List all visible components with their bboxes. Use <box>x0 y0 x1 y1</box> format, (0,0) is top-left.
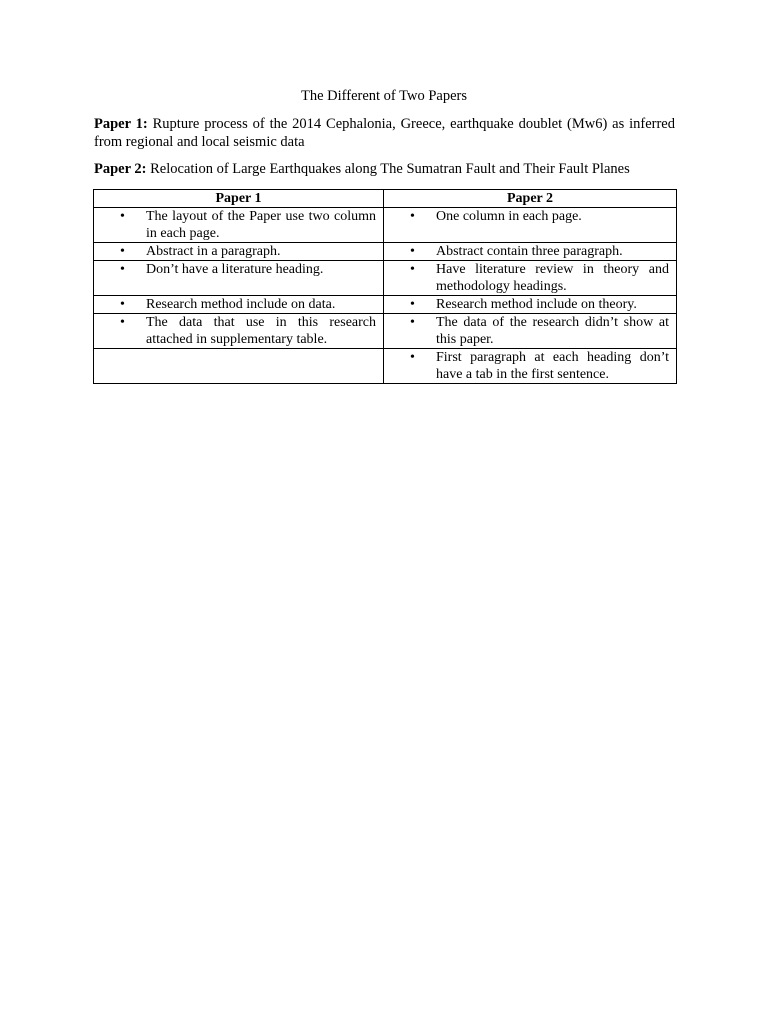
cell-paper-1 <box>94 314 384 349</box>
bullet-icon: • <box>410 350 415 365</box>
bullet-icon: • <box>120 262 125 277</box>
bullet-icon: • <box>410 315 415 330</box>
bullet-icon: • <box>120 209 125 224</box>
paper-1-title: Rupture process of the 2014 Cephalonia, Greece, earthquake doublet (Mw6) as inferred from regional and local seismic data <box>94 116 675 150</box>
paper-2-title: Relocation of Large Earthquakes along The Sumatran Fault and Their Fault Planes <box>150 161 630 177</box>
cell-paper-1 <box>94 208 384 243</box>
item-text: The data that use in this research attached in supplementary table. <box>146 315 376 347</box>
cell-paper-2 <box>384 296 677 314</box>
document-title: The Different of Two Papers <box>301 88 467 104</box>
cell-paper-1 <box>94 243 384 261</box>
cell-paper-1 <box>94 349 384 384</box>
header-paper-1: Paper 1 <box>94 190 384 208</box>
cell-paper-2 <box>384 208 677 243</box>
cell-paper-2 <box>384 243 677 261</box>
comparison-table <box>93 189 677 384</box>
list-item <box>384 296 669 313</box>
bullet-icon: • <box>410 209 415 224</box>
bullet-icon: • <box>410 297 415 312</box>
cell-paper-2 <box>384 314 677 349</box>
item-text: First paragraph at each heading don’t have a tab in the first sentence. <box>436 350 669 382</box>
list-item <box>94 243 376 260</box>
cell-paper-2 <box>384 349 677 384</box>
table-row <box>94 349 677 384</box>
list-item <box>384 314 669 348</box>
table-row <box>94 208 677 243</box>
table-row <box>94 261 677 296</box>
header-paper-2: Paper 2 <box>384 190 677 208</box>
list-item <box>94 261 376 278</box>
list-item <box>94 208 376 242</box>
table-row <box>94 296 677 314</box>
list-item <box>384 349 669 383</box>
paper-1-description <box>94 115 675 151</box>
item-text: Have literature review in theory and methodology headings. <box>436 262 669 294</box>
item-text: Abstract contain three paragraph. <box>436 244 623 259</box>
item-text: Research method include on data. <box>146 297 336 312</box>
list-item <box>384 243 669 260</box>
bullet-icon: • <box>120 297 125 312</box>
table-header-row <box>94 190 677 208</box>
bullet-icon: • <box>120 244 125 259</box>
bullet-icon: • <box>120 315 125 330</box>
bullet-icon: • <box>410 244 415 259</box>
bullet-icon: • <box>410 262 415 277</box>
empty-cell <box>94 349 376 383</box>
item-text: Abstract in a paragraph. <box>146 244 281 259</box>
item-text: Don’t have a literature heading. <box>146 262 324 277</box>
paper-2-description <box>94 160 675 178</box>
list-item <box>384 208 669 225</box>
list-item <box>94 296 376 313</box>
item-text: One column in each page. <box>436 209 582 224</box>
paper-2-label: Paper 2: <box>94 161 147 177</box>
cell-paper-2 <box>384 261 677 296</box>
paper-1-label: Paper 1: <box>94 116 148 132</box>
table-row <box>94 243 677 261</box>
cell-paper-1 <box>94 261 384 296</box>
table-row <box>94 314 677 349</box>
item-text: The data of the research didn’t show at this paper. <box>436 315 669 347</box>
item-text: Research method include on theory. <box>436 297 637 312</box>
cell-paper-1 <box>94 296 384 314</box>
item-text: The layout of the Paper use two column in each page. <box>146 209 376 241</box>
list-item <box>94 314 376 348</box>
list-item <box>384 261 669 295</box>
